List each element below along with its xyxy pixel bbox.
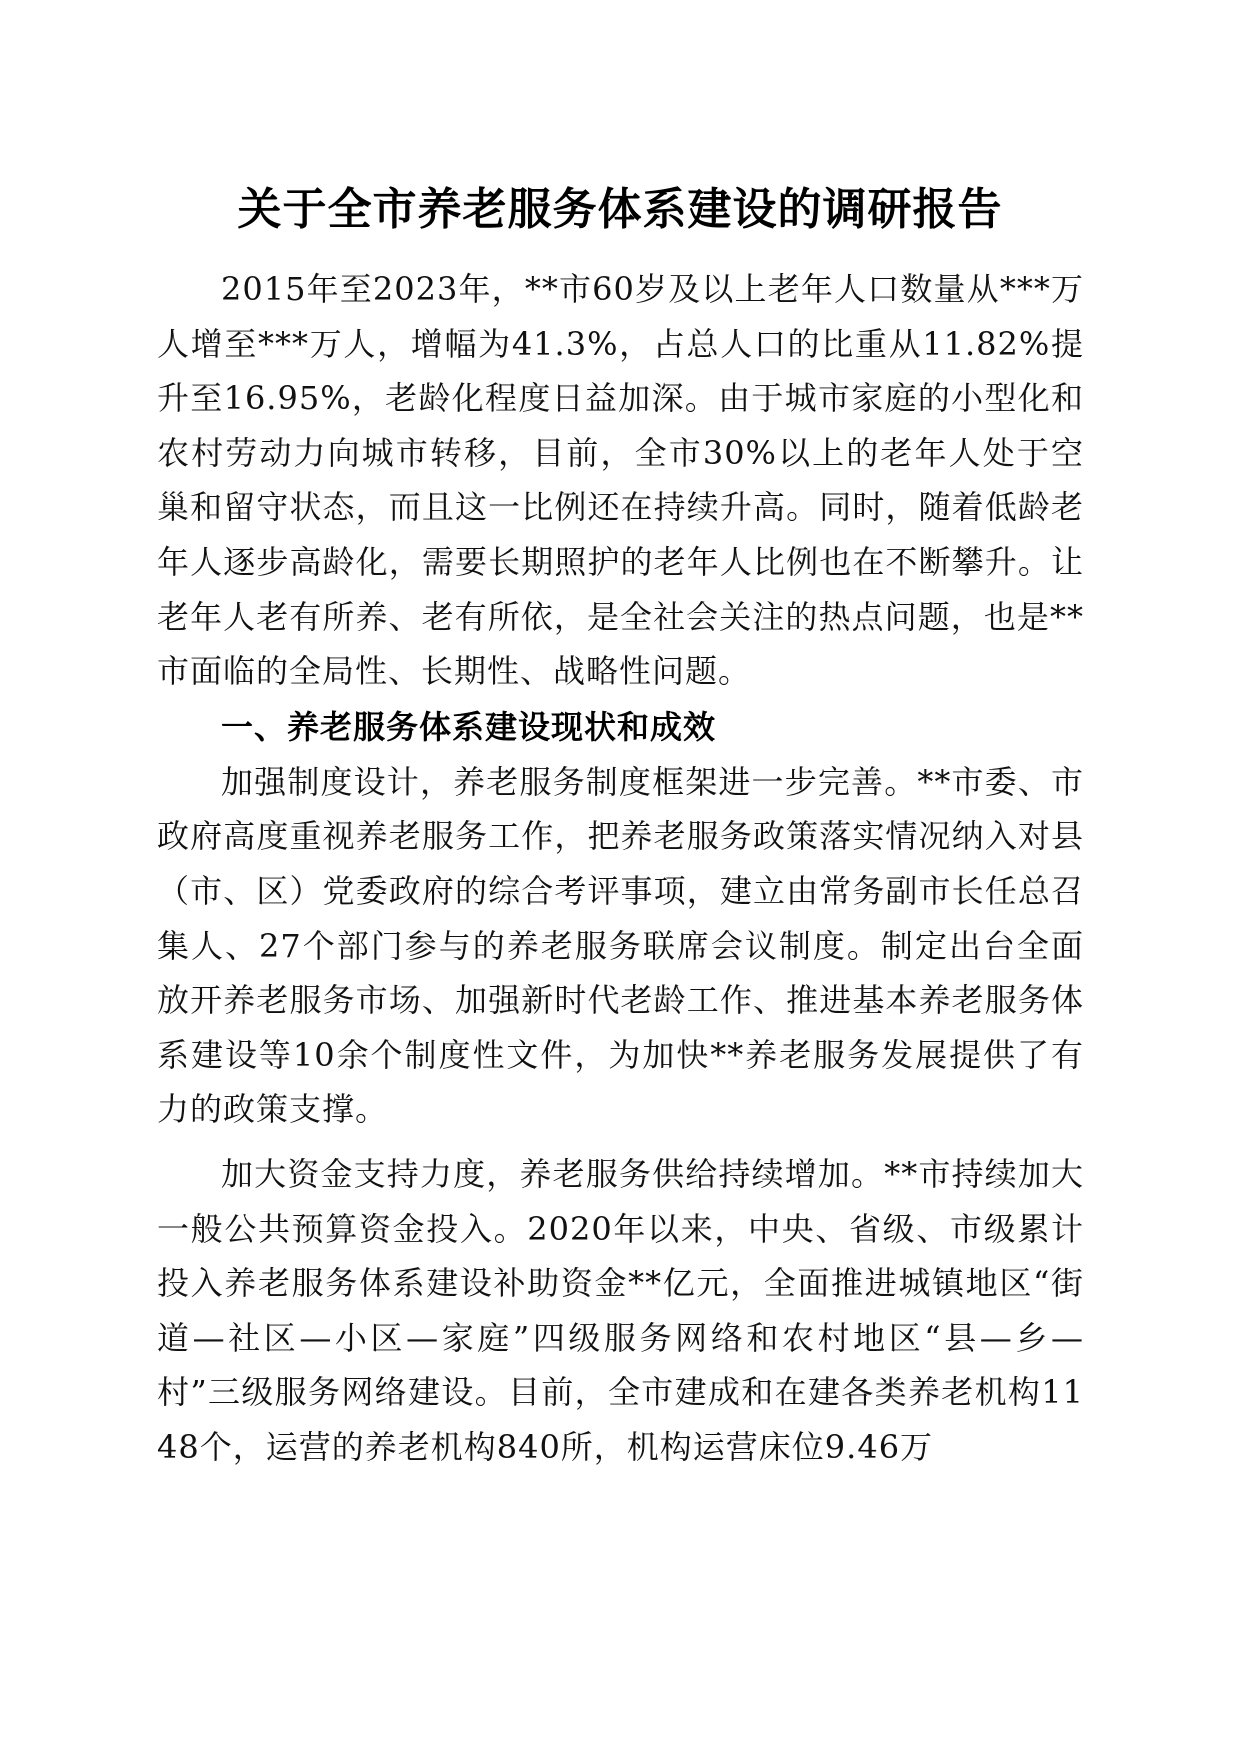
section1-paragraph-2: 加大资金支持力度，养老服务供给持续增加。**市持续加大一般公共预算资金投入。2020年以来，中央、省级、市级累计投入养老服务体系建设补助资金**亿元，全面推进城镇地区“街道—社区—小区—家庭”四级服务网络和农村地区“县—乡—村”三级服务网络建设。目前，全市建成和在建各类养老机构1148个，运营的养老机构840所，机构运营床位9.46万 [157, 1154, 1084, 1466]
section1-paragraph-1: 加强制度设计，养老服务制度框架进一步完善。**市委、市政府高度重视养老服务工作，把养老服务政策落实情况纳入对县（市、区）党委政府的综合考评事项，建立由常务副市长任总召集人、27个部门参与的养老服务联席会议制度。制定出台全面放开养老服务市场、加强新时代老龄工作、推进基本养老服务体系建设等10余个制度性文件，为加快**养老服务发展提供了有力的政策支撑。 [157, 762, 1084, 1129]
intro-paragraph: 2015年至2023年，**市60岁及以上老年人口数量从***万人增至***万人，增幅为41.3%，占总人口的比重从11.82%提升至16.95%，老龄化程度日益加深。由于城市家庭的小型化和农村劳动力向城市转移，目前，全市30%以上的老年人处于空巢和留守状态，而且这一比例还在持续升高。同时，随着低龄老年人逐步高龄化，需要长期照护的老年人比例也在不断攀升。让老年人老有所养、老有所依，是全社会关注的热点问题，也是**市面临的全局性、长期性、战略性问题。 [157, 270, 1084, 691]
document-body [157, 262, 1084, 1474]
section-heading-1: 一、养老服务体系建设现状和成效 [221, 707, 717, 746]
document-title: 关于全市养老服务体系建设的调研报告 [237, 184, 1003, 235]
